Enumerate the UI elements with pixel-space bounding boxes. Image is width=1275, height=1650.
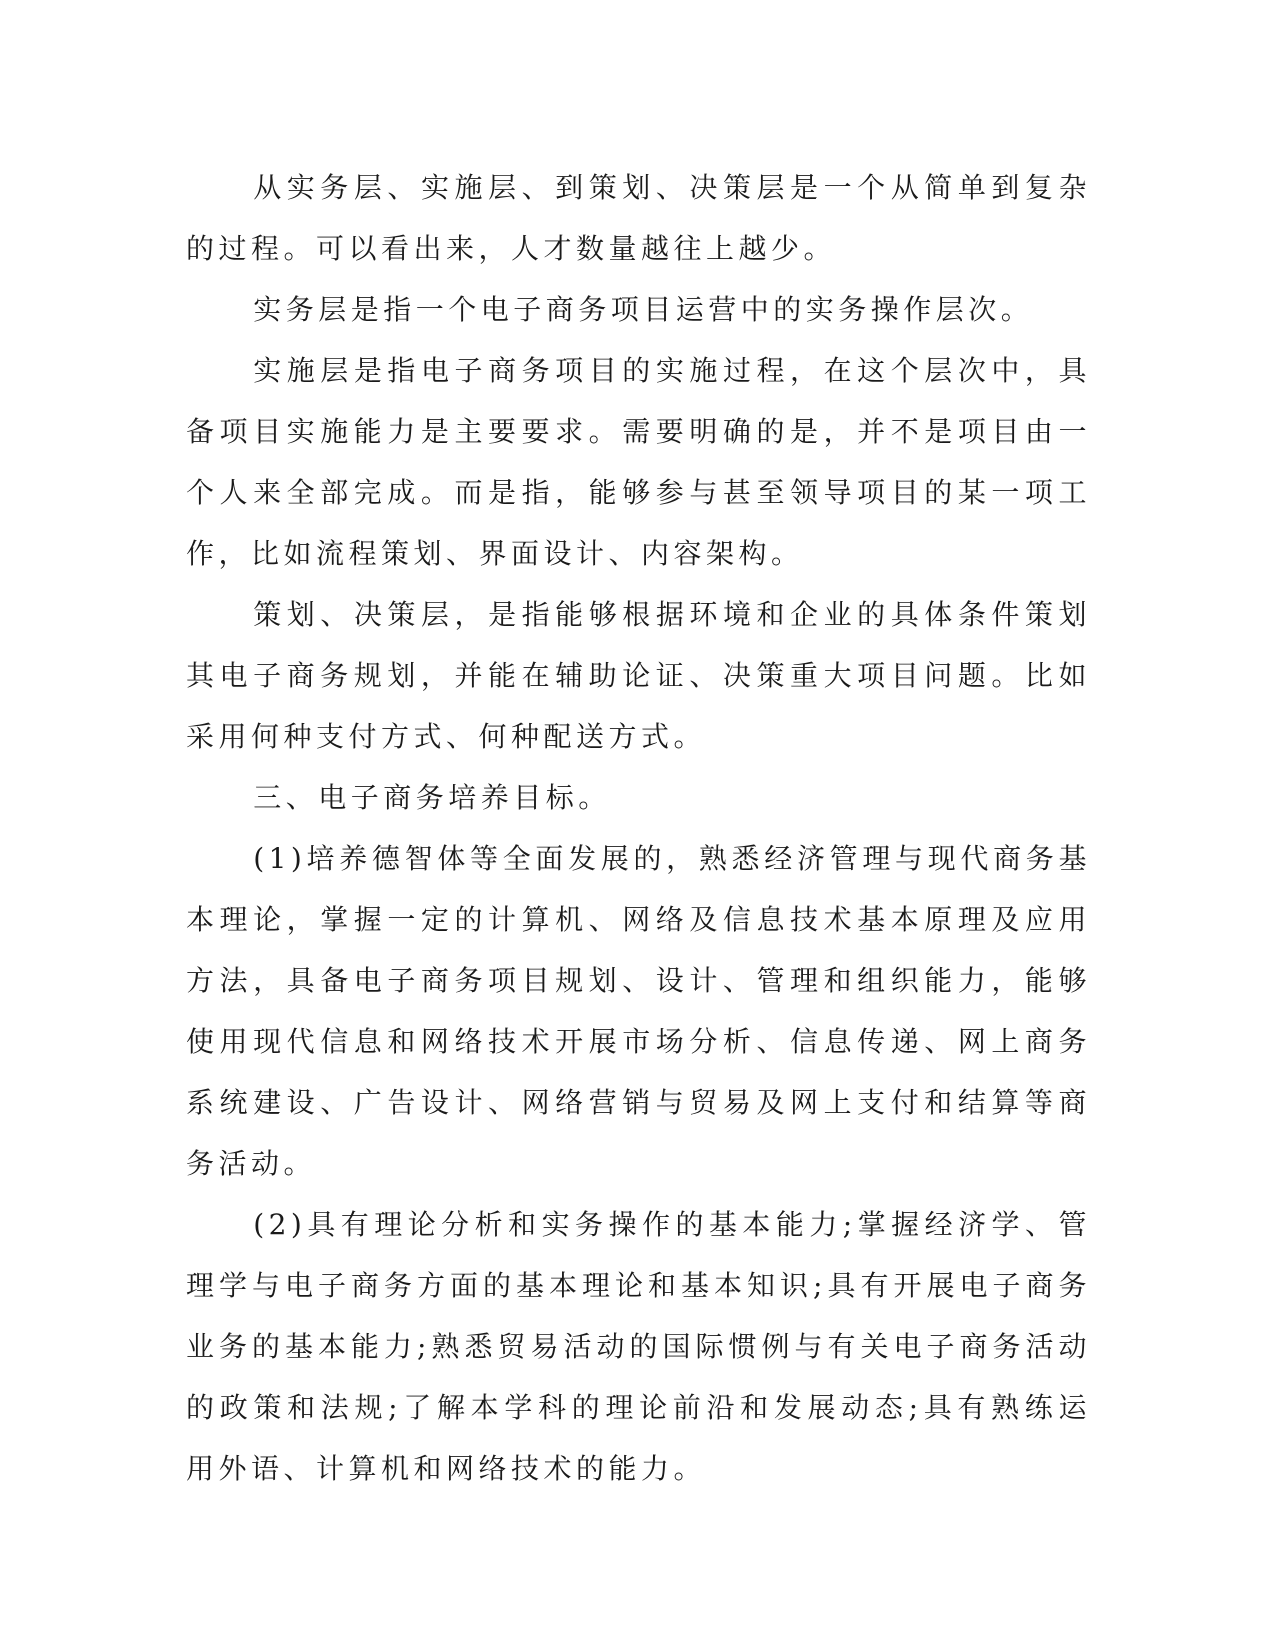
paragraph-implementation-layer: 实施层是指电子商务项目的实施过程，在这个层次中，具备项目实施能力是主要要求。需要明确的是，并不是项目由一个人来全部完成。而是指，能够参与甚至领导项目的某一项工作，比如流程策划、界面设计、内容架构。 [186,354,1091,570]
paragraph-planning-layer: 策划、决策层，是指能够根据环境和企业的具体条件策划其电子商务规划，并能在辅助论证、决策重大项目问题。比如采用何种支付方式、何种配送方式。 [186,598,1091,753]
paragraph-goal-1: (1)培养德智体等全面发展的，熟悉经济管理与现代商务基本理论，掌握一定的计算机、网络及信息技术基本原理及应用方法，具备电子商务项目规划、设计、管理和组织能力，能够使用现代信息和网络技术开展市场分析、信息传递、网上商务系统建设、广告设计、网络营销与贸易及网上支付和结算等商务活动。 [186,842,1091,1180]
paragraph-goal-2: (2)具有理论分析和实务操作的基本能力;掌握经济学、管理学与电子商务方面的基本理论和基本知识;具有开展电子商务业务的基本能力;熟悉贸易活动的国际惯例与有关电子商务活动的政策和法规;了解本学科的理论前沿和发展动态;具有熟练运用外语、计算机和网络技术的能力。 [186,1208,1091,1485]
section-heading-training-goals: 三、电子商务培养目标。 [253,781,611,814]
document-body [186,157,1091,1499]
paragraph-layer-overview: 从实务层、实施层、到策划、决策层是一个从简单到复杂的过程。可以看出来，人才数量越往上越少。 [186,171,1091,265]
paragraph-practice-layer: 实务层是指一个电子商务项目运营中的实务操作层次。 [253,293,1034,326]
